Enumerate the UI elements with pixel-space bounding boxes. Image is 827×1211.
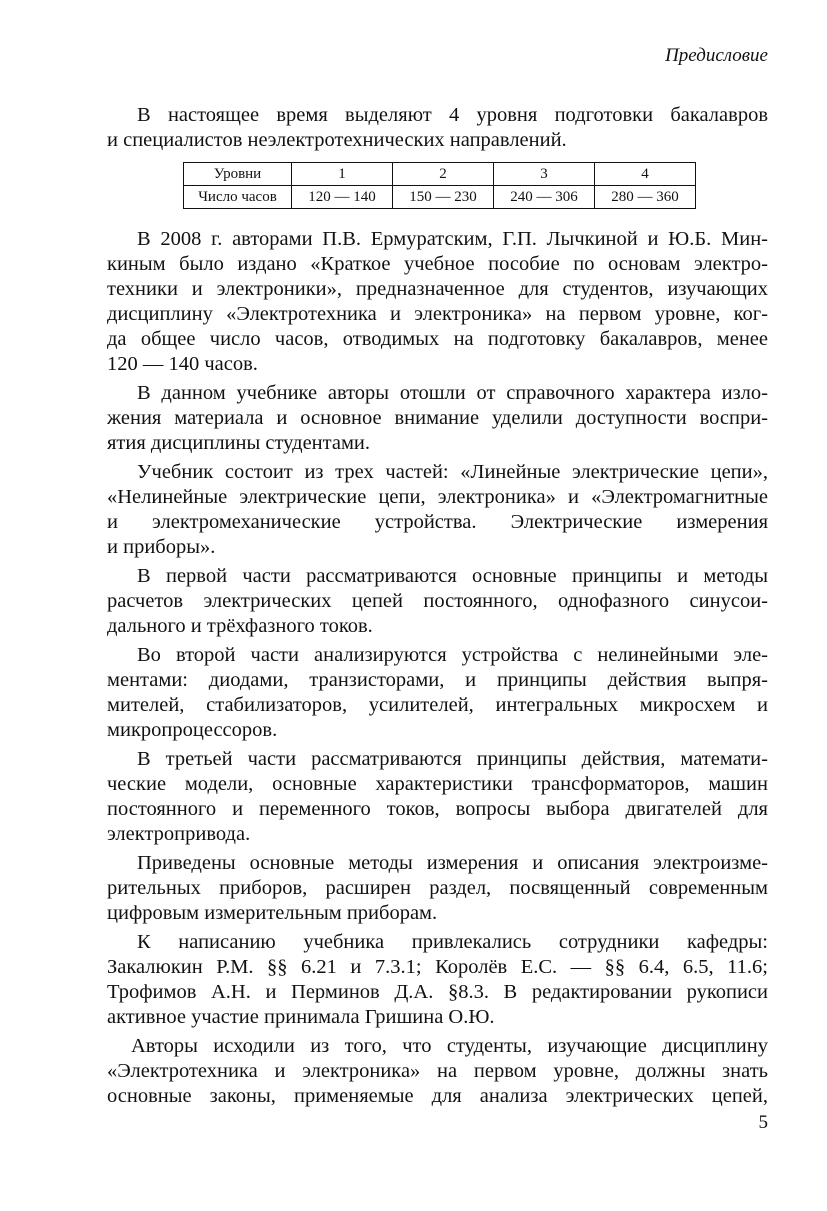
text-line: Трофимов А.Н. и Перминов Д.А. §8.3. В редактировании рукописи [107, 981, 768, 1003]
paragraph-part-one [107, 564, 768, 639]
table-cell-level: 2 [393, 163, 494, 186]
text-line: ментами: диодами, транзисторами, и принципы действия выпря- [107, 669, 768, 691]
paragraph-part-two [107, 643, 768, 743]
table-row-label: Число часов [184, 186, 292, 209]
paragraph-measurements [107, 851, 768, 926]
text-line: микропроцессоров. [107, 719, 278, 741]
text-line: киным было издано «Краткое учебное пособие по основам электро- [107, 253, 768, 275]
text-line: В данном учебнике авторы отошли от справочного характера изло- [137, 382, 768, 404]
text-line: Закалюкин Р.М. §§ 6.21 и 7.3.1; Королёв Е.С. — §§ 6.4, 6.5, 11.6; [107, 956, 768, 978]
table-cell-hours: 150 — 230 [393, 186, 494, 209]
text-line: рительных приборов, расширен раздел, посвященный современным [107, 877, 768, 899]
text-line: В первой части рассматриваются основные принципы и методы [137, 565, 768, 587]
paragraph-structure [107, 460, 768, 560]
paragraph-part-three [107, 747, 768, 847]
text-line: и электромеханические устройства. Электрические измерения [107, 511, 768, 533]
page-number: 5 [758, 1112, 768, 1133]
paragraph-contributors [107, 930, 768, 1030]
text-line: «Нелинейные электрические цепи, электроника» и «Электромагнитные [107, 486, 768, 508]
table-row-label: Уровни [184, 163, 292, 186]
text-line: и специалистов неэлектротехнических направлений. [107, 129, 567, 151]
running-header: Предисловие [665, 45, 768, 66]
text-line: «Электротехника и электроника» на первом уровне, должны знать [107, 1060, 768, 1082]
table-cell-hours: 280 — 360 [595, 186, 696, 209]
page-body [107, 103, 768, 1113]
text-line: В настоящее время выделяют 4 уровня подготовки бакалавров [137, 104, 768, 126]
text-line: основные законы, применяемые для анализа электрических цепей, [107, 1085, 768, 1107]
intro-paragraph [107, 103, 768, 153]
paragraph-2008-edition [107, 227, 768, 377]
paragraph-assumptions [107, 1034, 768, 1109]
table-row-levels [184, 163, 696, 186]
text-line: и приборы». [107, 536, 216, 558]
text-line: Приведены основные методы измерения и описания электроизме- [137, 852, 768, 874]
text-line: ческие модели, основные характеристики трансформаторов, машин [107, 773, 768, 795]
table-cell-hours: 120 — 140 [292, 186, 393, 209]
text-line: 120 — 140 часов. [107, 353, 258, 375]
text-line: активное участие принимала Гришина О.Ю. [107, 1006, 495, 1028]
text-line: дисциплину «Электротехника и электроника» на первом уровне, ког- [107, 303, 768, 325]
text-line: техники и электроники», предназначенное для студентов, изучающих [107, 278, 768, 300]
table-row-hours [184, 186, 696, 209]
table-cell-hours: 240 — 306 [494, 186, 595, 209]
text-line: да общее число часов, отводимых на подготовку бакалавров, менее [107, 328, 768, 350]
text-line: жения материала и основное внимание уделили доступности воспри- [107, 407, 768, 429]
text-line: ятия дисциплины студентами. [107, 432, 371, 454]
text-line: Во второй части анализируются устройства с нелинейными эле- [137, 644, 768, 666]
text-line: дального и трёхфазного токов. [107, 615, 373, 637]
text-line: Авторы исходили из того, что студенты, изучающие дисциплину [131, 1035, 768, 1057]
table-cell-level: 1 [292, 163, 393, 186]
text-line: мителей, стабилизаторов, усилителей, интегральных микросхем и [107, 694, 768, 716]
paragraph-approach [107, 381, 768, 456]
table-cell-level: 4 [595, 163, 696, 186]
text-line: расчетов электрических цепей постоянного, однофазного синусои- [107, 590, 768, 612]
text-line: электропривода. [107, 823, 251, 845]
text-line: В 2008 г. авторами П.В. Ермуратским, Г.П. Лычкиной и Ю.Б. Мин- [137, 228, 768, 250]
text-line: цифровым измерительным приборам. [107, 902, 438, 924]
text-line: постоянного и переменного токов, вопросы выбора двигателей для [107, 798, 768, 820]
hours-table [183, 162, 696, 209]
text-line: В третьей части рассматриваются принципы действия, математи- [137, 748, 768, 770]
text-line: Учебник состоит из трех частей: «Линейные электрические цепи», [137, 461, 768, 483]
table-cell-level: 3 [494, 163, 595, 186]
text-line: К написанию учебника привлекались сотрудники кафедры: [137, 931, 768, 953]
